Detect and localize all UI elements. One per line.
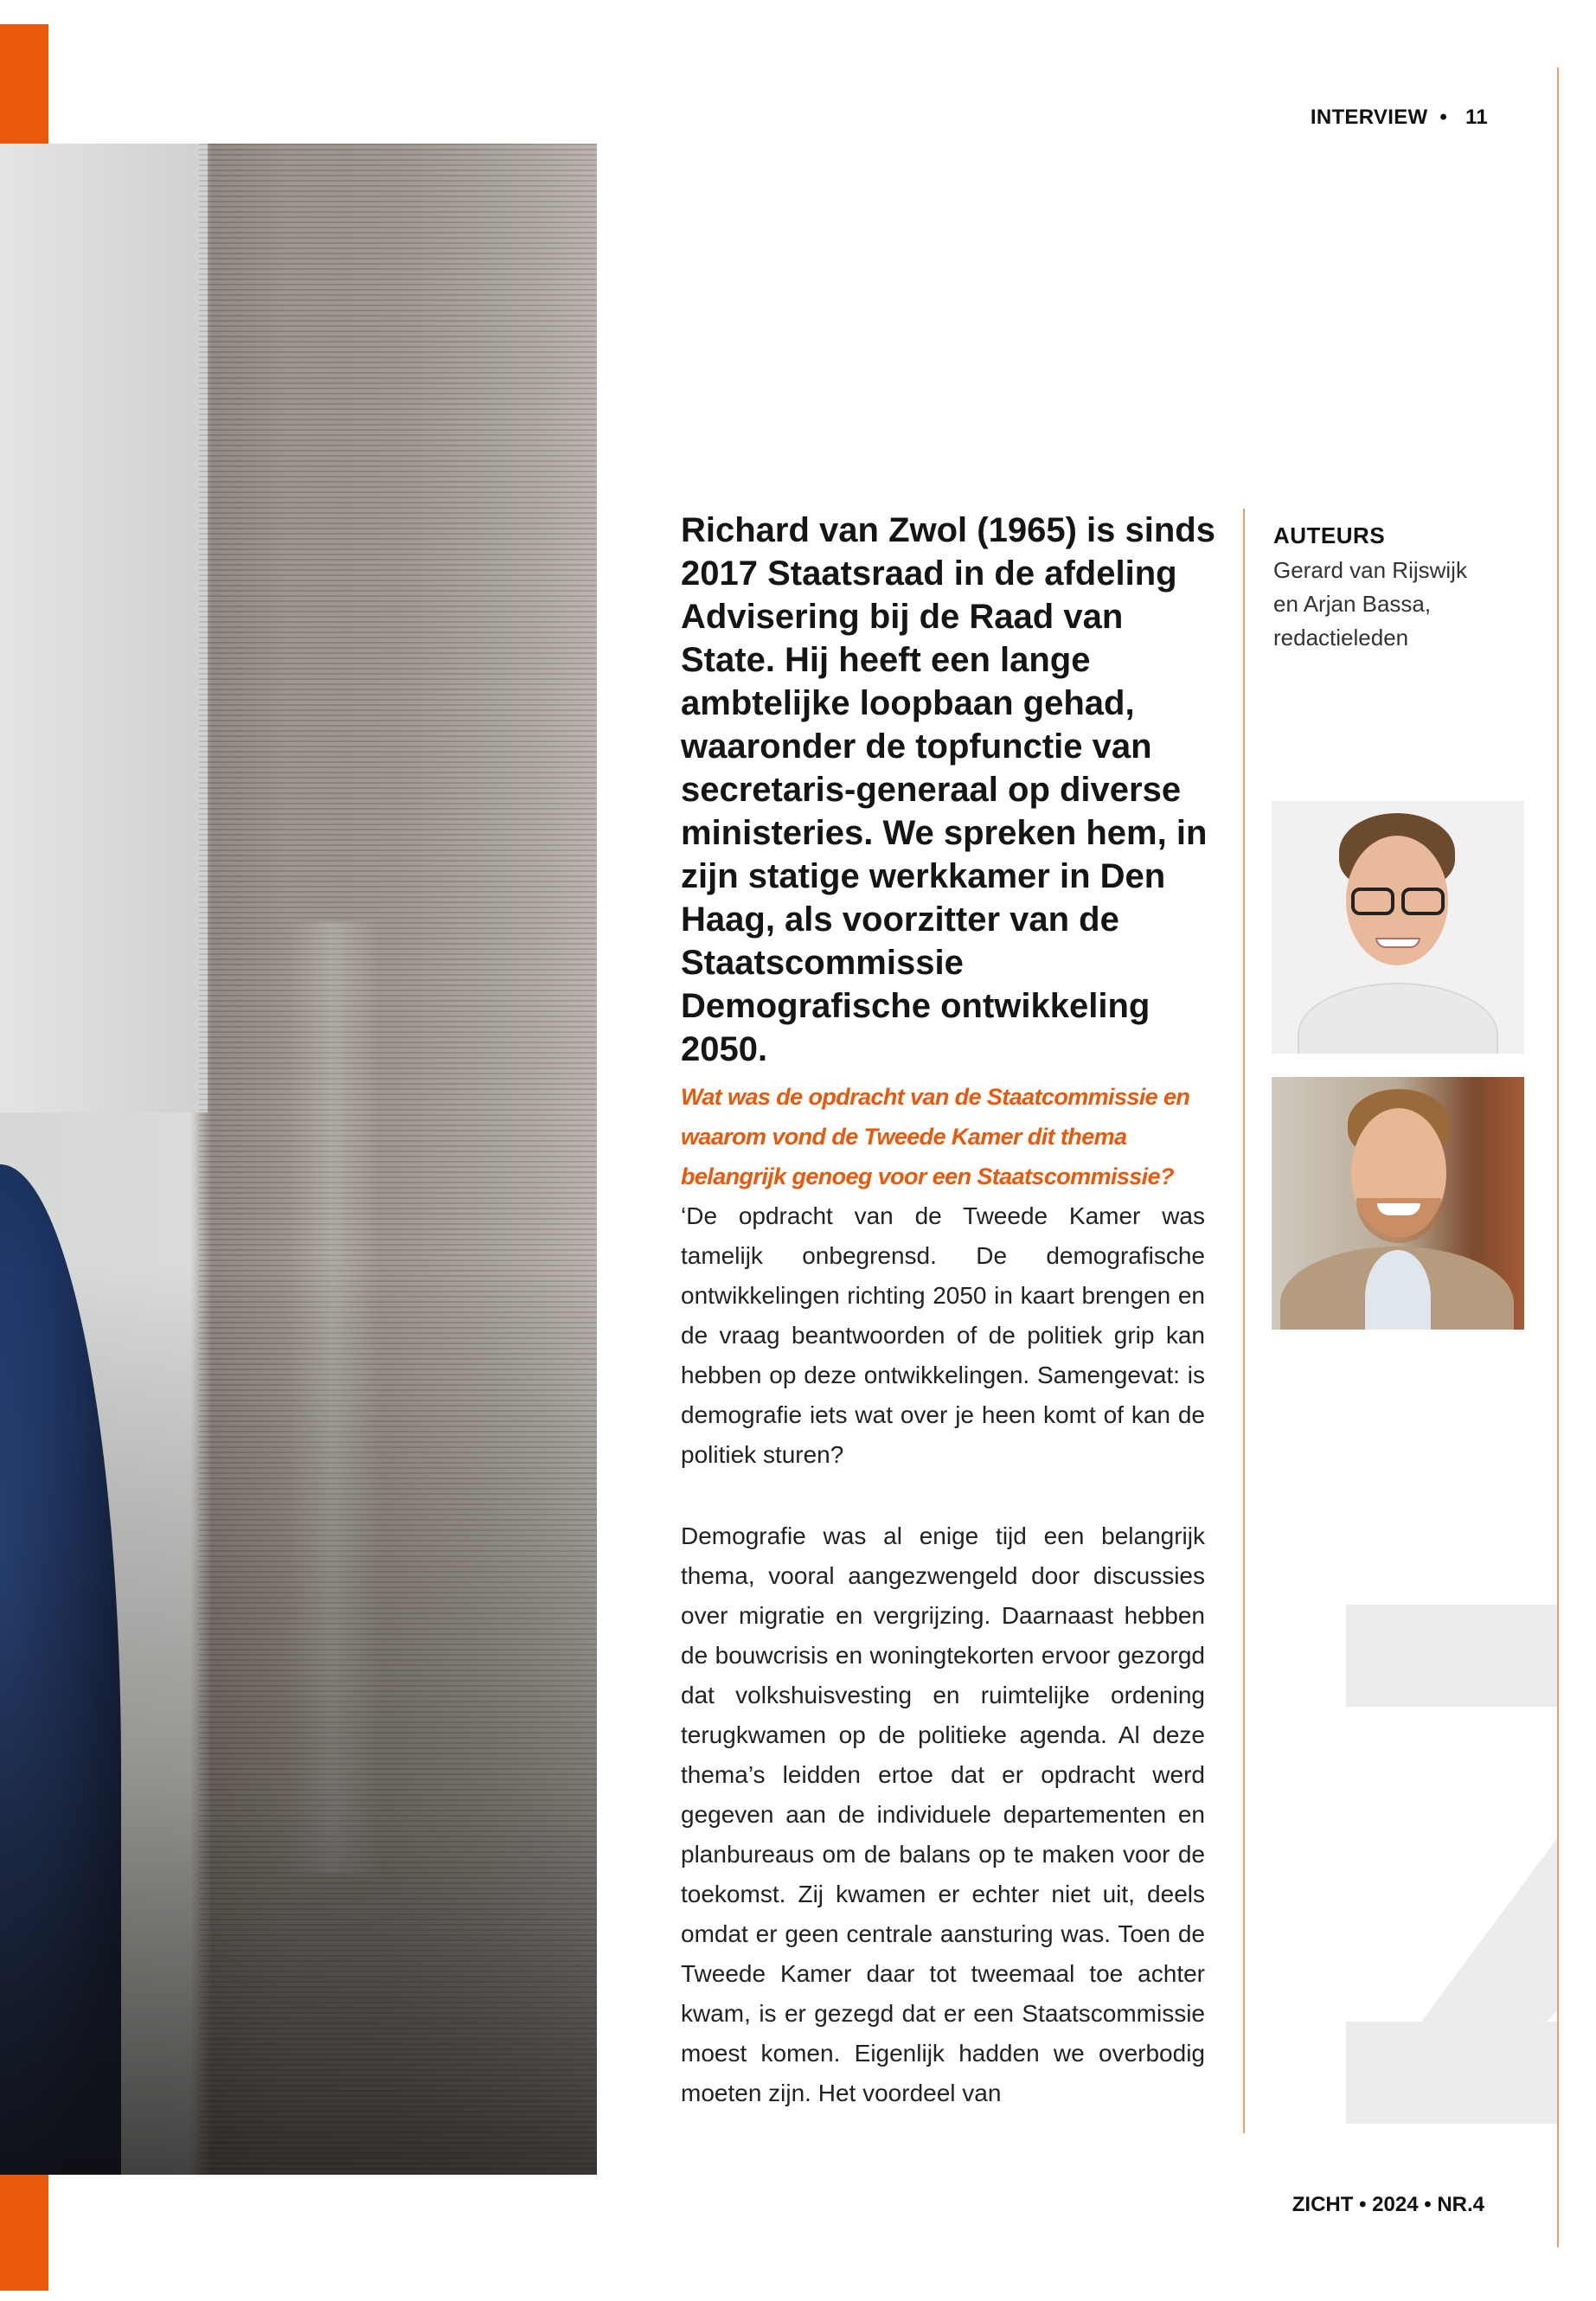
orange-edge-tab-bottom xyxy=(0,2175,48,2291)
portrait-glasses-right xyxy=(1401,888,1445,915)
header-separator: • xyxy=(1433,106,1460,129)
decorative-z-letter xyxy=(1346,1605,1557,2124)
authors-heading: AUTEURS xyxy=(1273,522,1386,548)
author-line: redactieleden xyxy=(1273,625,1409,651)
page-edge-rule xyxy=(1557,67,1559,2247)
header-section: INTERVIEW xyxy=(1310,106,1428,129)
running-header xyxy=(1263,106,1488,130)
sidebar-divider xyxy=(1243,509,1245,2133)
intro-lead: Richard van Zwol (1965) is sinds 2017 Staatsraad in de afdeling Advisering bij de Raad van State. Hij heeft een lange ambtelijke loopbaan gehad, waaronder de topfunctie van secretaris-generaal op diverse ministeries. We spreken hem, in zijn statige werkkamer in Den Haag, als voorzitter van de Staatscommissie Demografische ontwikkeling 2050. xyxy=(681,511,1215,1068)
interview-photo xyxy=(0,144,597,2175)
portrait-glasses-left xyxy=(1351,888,1394,915)
interview-question: Wat was de opdracht van de Staatcommissie en waarom vond de Tweede Kamer dit thema belangrijk genoeg voor een Staatscommissie? xyxy=(681,1084,1190,1189)
letter-bar-bottom xyxy=(1346,2022,1557,2124)
footer-separator: • xyxy=(1424,2193,1438,2216)
running-footer xyxy=(1211,2193,1484,2217)
photo-shadow xyxy=(0,144,597,2175)
portrait-smile xyxy=(1377,1203,1420,1215)
author-portrait-arjan xyxy=(1272,1077,1524,1330)
author-portrait-gerard xyxy=(1272,801,1524,1054)
authors-list xyxy=(1273,554,1533,655)
footer-publication: ZICHT xyxy=(1292,2193,1354,2216)
letter-bar-top xyxy=(1346,1605,1557,1707)
footer-separator: • xyxy=(1359,2193,1373,2216)
body-paragraph: Demografie was al enige tijd een belangrijk thema, vooral aangezwengeld door discussies over migratie en vergrijzing. Daarnaast hebben de bouwcrisis en woningtekorten ervoor gezorgd dat volkshuisvesting en ruimtelijke ordening terugkwamen op de politieke agenda. Al deze thema’s leidden ertoe dat er opdracht werd gegeven aan de individuele departementen en planbureaus om de balans op te maken voor de toekomst. Zij kwamen er echter niet uit, deels omdat er geen centrale aansturing was. Toen de Tweede Kamer daar tot tweemaal toe achter kwam, is er gezegd dat er een Staatscommissie moest komen. Eigenlijk hadden we overbodig moeten zijn. Het voordeel van xyxy=(681,1522,1205,2106)
body-paragraph: ‘De opdracht van de Tweede Kamer was tamelijk onbegrensd. De demografische ontwikkelingen richting 2050 in kaart brengen en de vraag beantwoorden of de politiek grip kan hebben op deze ontwikkelingen. Samengevat: is demografie iets wat over je heen komt of kan de politiek sturen? xyxy=(681,1202,1205,1468)
page-number: 11 xyxy=(1465,106,1488,129)
portrait-smile xyxy=(1375,938,1420,948)
author-line: en Arjan Bassa, xyxy=(1273,591,1432,617)
orange-edge-tab-top xyxy=(0,24,48,144)
footer-issue: NR.4 xyxy=(1437,2193,1484,2216)
portrait-shirt xyxy=(1298,983,1498,1054)
footer-year: 2024 xyxy=(1372,2193,1419,2216)
author-line: Gerard van Rijswijk xyxy=(1273,557,1467,583)
